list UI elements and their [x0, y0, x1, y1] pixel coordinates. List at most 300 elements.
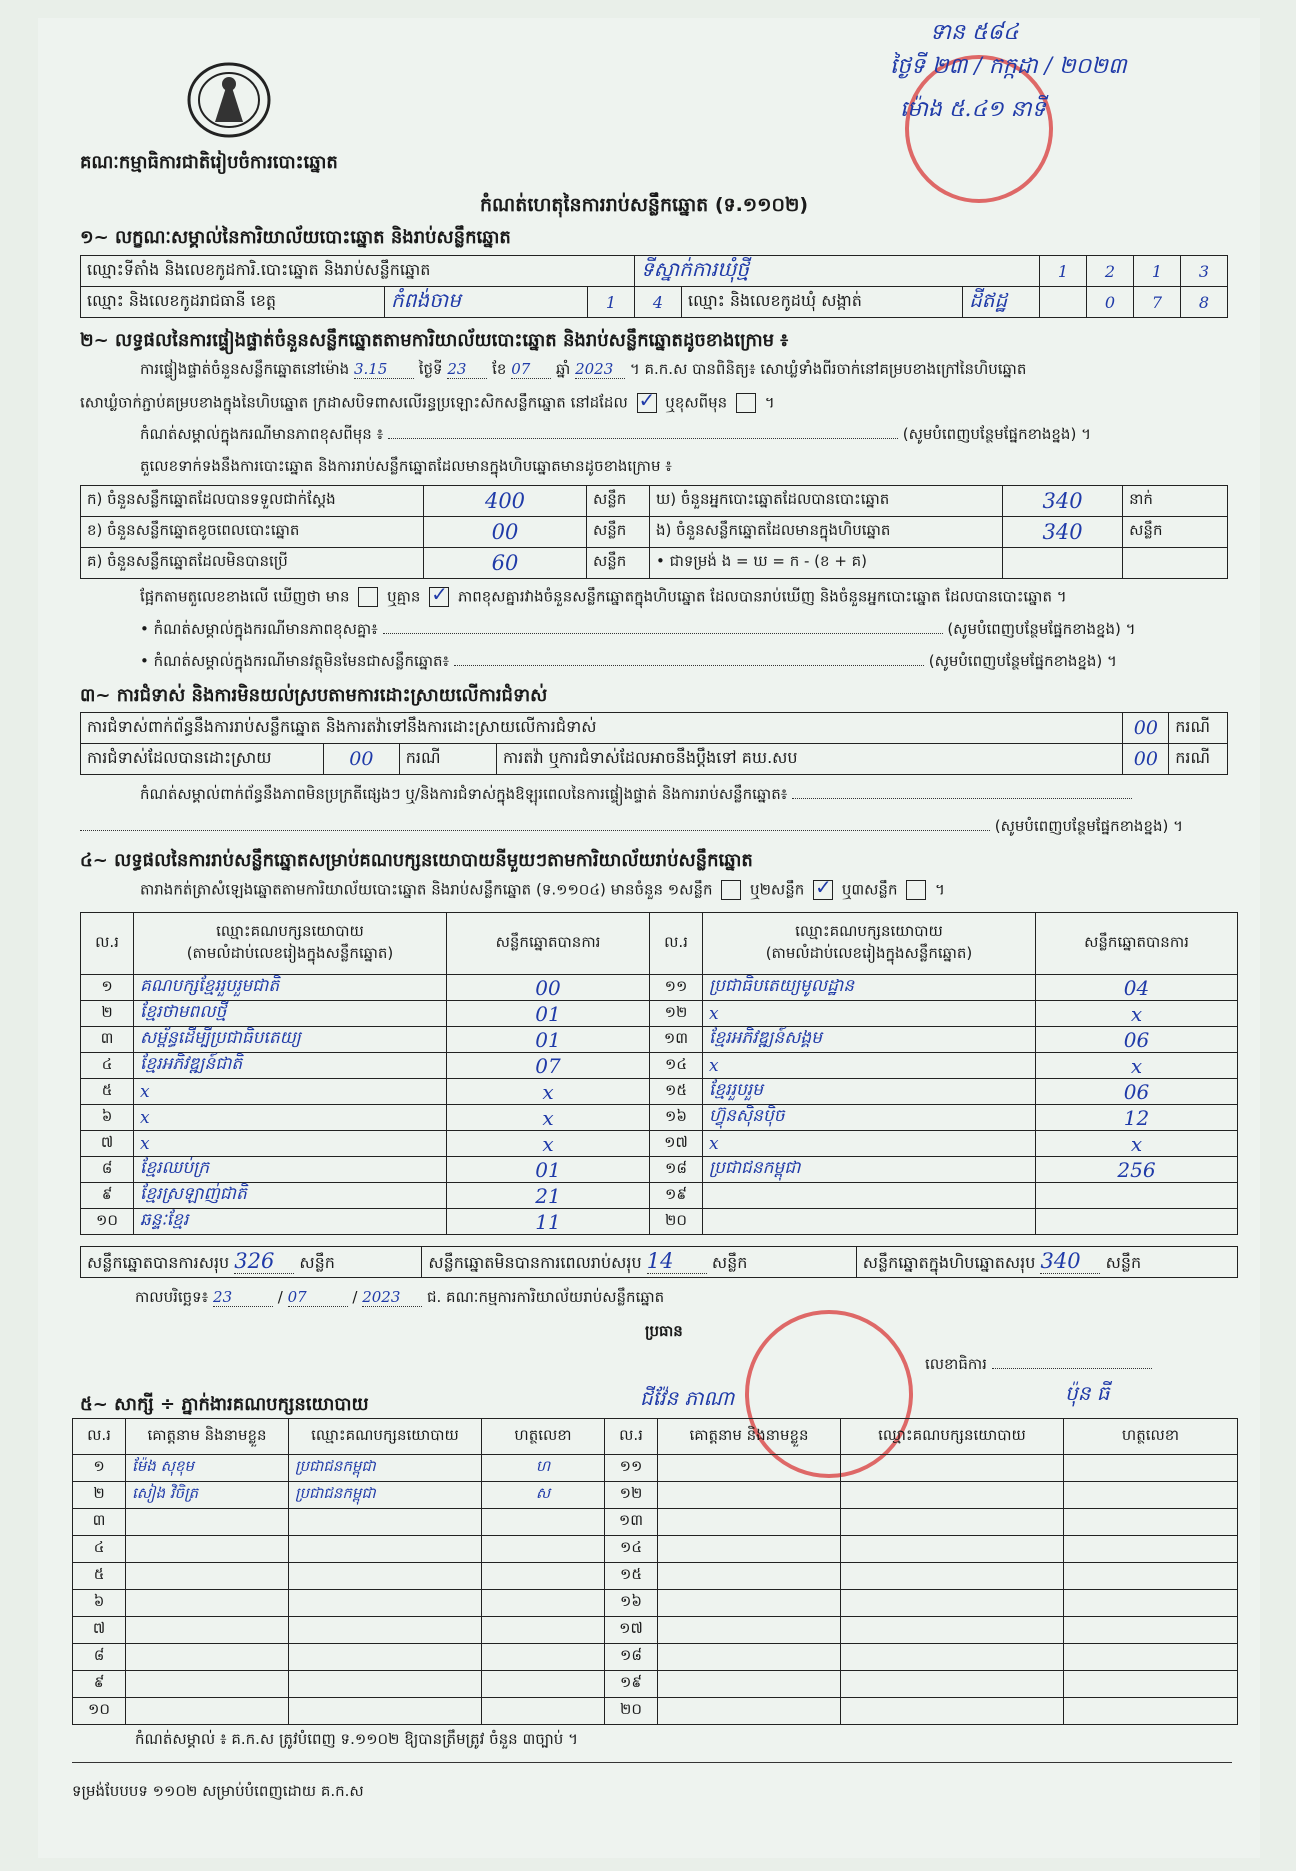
count-right-value: 340	[1003, 486, 1123, 517]
witness-signature	[482, 1671, 605, 1698]
witness-party: ប្រជាជនកម្ពុជា	[289, 1455, 482, 1482]
party-name	[703, 1209, 1036, 1235]
col-party-left-title: ឈ្មោះគណបក្សនយោបាយ	[216, 921, 364, 940]
date-label: កាលបរិច្ឆេទ៖	[135, 1288, 209, 1306]
diff-none-label: ឬគ្មាន	[387, 587, 421, 606]
section1-table	[80, 255, 1228, 318]
total-valid-unit: សន្លឹក	[299, 1252, 335, 1272]
verify-time-value: 3.15	[354, 360, 414, 379]
party-votes: 01	[447, 1001, 650, 1027]
table-row	[81, 1105, 1238, 1131]
col-party-right-sub: (តាមលំដាប់លេខរៀងក្នុងសន្លឹកឆ្នោត)	[765, 943, 973, 962]
witness-party	[841, 1590, 1064, 1617]
objection-label: ការជំទាស់ពាក់ព័ន្ធនឹងការរាប់សន្លឹកឆ្នោត និងការតវ៉ាទៅនឹងការដោះស្រាយលើការជំទាស់	[81, 713, 1123, 744]
witness-name	[658, 1482, 841, 1509]
committee-sign-label: ជ. គណៈកម្មការការិយាល័យរាប់សន្លឹកឆ្នោត	[427, 1288, 665, 1306]
w-col-sign-left: ហត្ថលេខា	[482, 1419, 605, 1455]
section1-heading: ១~ លក្ខណៈសម្គាល់នៃការិយាល័យបោះឆ្នោត និងរាប់សន្លឹកឆ្នោត	[80, 227, 511, 248]
witness-name: សៀង វិចិត្រ	[126, 1482, 289, 1509]
same-checkbox[interactable]	[637, 393, 657, 413]
witness-name	[126, 1698, 289, 1725]
party-no: ៩	[81, 1183, 134, 1209]
secretary-sign-field[interactable]	[992, 1368, 1152, 1369]
witness-no: ២	[73, 1482, 126, 1509]
party-no: ១៨	[650, 1157, 703, 1183]
witness-name	[658, 1671, 841, 1698]
party-name: ឆន្ទៈខ្មែរ	[134, 1209, 447, 1235]
witness-name	[126, 1563, 289, 1590]
party-no: ១	[81, 975, 134, 1001]
witness-no: ៨	[73, 1644, 126, 1671]
witness-signature	[482, 1698, 605, 1725]
w-col-no-left: ល.រ	[73, 1419, 126, 1455]
total-valid-cell	[81, 1247, 422, 1278]
witness-party	[289, 1590, 482, 1617]
witness-name: ម៉ែង សុខុម	[126, 1455, 289, 1482]
total-box-unit: សន្លឹក	[1105, 1252, 1142, 1272]
witness-party	[289, 1671, 482, 1698]
stamp-note-1: ទាន ៥៨៤	[930, 20, 1019, 45]
party-votes: 01	[447, 1027, 650, 1053]
date-year: 2023	[362, 1288, 422, 1307]
commune-code-2: 0	[1087, 287, 1134, 318]
total-valid-label: សន្លឹកឆ្នោតបានការសរុប	[87, 1252, 230, 1272]
witness-no: ៥	[73, 1563, 126, 1590]
witness-signature	[482, 1644, 605, 1671]
witness-no: ១៥	[605, 1563, 658, 1590]
section2-heading: ២~ លទ្ធផលនៃការផ្ទៀងផ្ទាត់ចំនួនសន្លឹកឆ្នោតតាមការិយាល័យបោះឆ្នោត និងរាប់សន្លឹកឆ្នោតដូចខាងក្រោម ៖	[80, 330, 789, 351]
total-invalid-value: 14	[647, 1249, 707, 1274]
party-votes: 21	[447, 1183, 650, 1209]
party-votes: x	[1036, 1053, 1238, 1079]
resolved-value: 00	[324, 744, 400, 775]
table-row	[73, 1509, 1238, 1536]
witness-party	[289, 1563, 482, 1590]
table-row	[73, 1698, 1238, 1725]
table-row	[73, 1590, 1238, 1617]
note-diff-field[interactable]	[383, 633, 943, 634]
witness-party	[289, 1644, 482, 1671]
witness-signature: ស	[482, 1482, 605, 1509]
party-no: ២០	[650, 1209, 703, 1235]
section3-heading: ៣~ ការជំទាស់ និងការមិនយល់ស្របតាមការដោះស្រាយលើការជំទាស់	[80, 685, 548, 706]
party-name: x	[703, 1001, 1036, 1027]
footer-form: ទម្រង់បែបបទ ១១០២ សម្រាប់បំពេញដោយ គ.ក.ស	[72, 1782, 364, 1800]
party-name: ខ្មែរឈប់ក្រ	[134, 1157, 447, 1183]
commune-code-3: 7	[1134, 287, 1181, 318]
witness-no: ១៨	[605, 1644, 658, 1671]
col-party-right-title: ឈ្មោះគណបក្សនយោបាយ	[795, 921, 943, 940]
section2-count-table	[80, 485, 1228, 579]
difference-note-label: កំណត់សម្គាល់ក្នុងករណីមានភាពខុសពីមុន ៖	[140, 425, 384, 443]
secretary-line	[925, 1355, 1152, 1377]
verify-year-label: ឆ្នាំ	[555, 360, 571, 378]
witness-no: ១៣	[605, 1509, 658, 1536]
irregularity-note-field-2[interactable]	[80, 830, 990, 831]
count-left-value: 60	[424, 548, 587, 579]
witness-no: ១៧	[605, 1617, 658, 1644]
witness-signature	[1064, 1482, 1238, 1509]
resolved-label: ការជំទាស់ដែលបានដោះស្រាយ	[81, 744, 324, 775]
witness-no: ៣	[73, 1509, 126, 1536]
polling-code-3: 1	[1134, 256, 1181, 287]
total-invalid-label: សន្លឹកឆ្នោតមិនបានការពេលរាប់សរុប	[428, 1252, 642, 1272]
w-col-sign-right: ហត្ថលេខា	[1064, 1419, 1238, 1455]
objection-unit: ករណី	[1169, 713, 1228, 744]
polling-code-1: 1	[1040, 256, 1087, 287]
count-left-label: ក) ចំនួនសន្លឹកឆ្នោតដែលបានទទួលជាក់ស្តែង	[81, 486, 424, 517]
witness-no: ៩	[73, 1671, 126, 1698]
col-votes-right: សន្លឹកឆ្នោតបានការ	[1036, 913, 1238, 975]
count-right-value	[1003, 548, 1123, 579]
witness-party	[841, 1482, 1064, 1509]
section2-line1	[140, 360, 1230, 382]
commune-label: ឈ្មោះ និងលេខកូដឃុំ សង្កាត់	[682, 287, 963, 318]
note-other-fill: (សូមបំពេញបន្ថែមផ្នែកខាងខ្នង) ។	[928, 652, 1117, 670]
party-name: ខ្មែរស្រឡាញ់ជាតិ	[134, 1183, 447, 1209]
diff-text: ភាពខុសគ្នារវាងចំនួនសន្លឹកឆ្នោតក្នុងហិបឆ្នោត ដែលបានរាប់ឃើញ និងចំនួនអ្នកបោះឆ្នោត ដែលបានបោះឆ្នោត ។	[457, 587, 1067, 606]
witness-signature	[482, 1617, 605, 1644]
witness-signature	[1064, 1509, 1238, 1536]
party-no: ៣	[81, 1027, 134, 1053]
section4-subline: តារាងកត់ត្រាសំឡេងឆ្នោតតាមការិយាល័យបោះឆ្នោត និងរាប់សន្លឹកឆ្នោត (ទ.១១០៤) មានចំនួន ១សន្លឹក ឬ២សន្លឹក ✓ ឬ៣សន្លឹក ។	[140, 880, 945, 903]
polling-code-4: 3	[1181, 256, 1228, 287]
table-row	[73, 1482, 1238, 1509]
party-no: ១៩	[650, 1183, 703, 1209]
section2-line2: សោឃ្លំចាក់ភ្ជាប់គម្របខាងក្នុងនៃហិបឆ្នោត ក្រដាសបិទពាសលើរន្ធប្រឡោះសិកសន្លឹកឆ្នោត នៅដដែល ✓ ឬខុសពីមុន ។	[80, 393, 775, 416]
appeal-label: ការតវ៉ា ឬការជំទាស់ដែលអាចនឹងប្តឹងទៅ គឃ.សប	[497, 744, 1123, 775]
count-left-label: គ) ចំនួនសន្លឹកឆ្នោតដែលមិនបានប្រើ	[81, 548, 424, 579]
table-row	[73, 1671, 1238, 1698]
witness-party	[841, 1644, 1064, 1671]
appeal-unit: ករណី	[1169, 744, 1228, 775]
one-sheet-checkbox[interactable]	[721, 880, 741, 900]
witness-name	[658, 1590, 841, 1617]
witness-table	[72, 1418, 1238, 1725]
count-left-label: ខ) ចំនួនសន្លឹកឆ្នោតខូចពេលបោះឆ្នោត	[81, 517, 424, 548]
witness-no: ១៤	[605, 1536, 658, 1563]
count-row	[81, 548, 1228, 579]
diff-has-label: ផ្អែកតាមតួលេខខាងលើ ឃើញថា មាន	[140, 587, 350, 606]
table-row	[81, 1053, 1238, 1079]
witness-signature	[482, 1509, 605, 1536]
table-row	[73, 1617, 1238, 1644]
table-row	[73, 1644, 1238, 1671]
note-diff-label: • កំណត់សម្គាល់ក្នុងករណីមានភាពខុសគ្នា៖	[140, 620, 378, 638]
date-line: កាលបរិច្ឆេទ៖ 23 / 07 / 2023 ជ. គណៈកម្មការការិយាល័យរាប់សន្លឹកឆ្នោត	[135, 1288, 665, 1306]
w-col-name-left: គោត្តនាម និងនាមខ្លួន	[126, 1419, 289, 1455]
footer-rule	[72, 1762, 1232, 1763]
party-votes: x	[447, 1079, 650, 1105]
section2-note-diff	[140, 620, 1136, 642]
total-invalid-unit: សន្លឹក	[711, 1252, 748, 1272]
witness-signature	[1064, 1590, 1238, 1617]
party-no: ៥	[81, 1079, 134, 1105]
witness-name	[126, 1590, 289, 1617]
table-row	[81, 1157, 1238, 1183]
witness-no: ៧	[73, 1617, 126, 1644]
count-row	[81, 517, 1228, 548]
verify-year-value: 2023	[575, 360, 625, 379]
table-row	[73, 1563, 1238, 1590]
w-col-party-left: ឈ្មោះគណបក្សនយោបាយ	[289, 1419, 482, 1455]
three-sheet-checkbox[interactable]	[906, 880, 926, 900]
verify-time-label: ការផ្ទៀងផ្ទាត់ចំនួនសន្លឹកឆ្នោតនៅម៉ោង	[140, 360, 350, 378]
witness-signature	[1064, 1536, 1238, 1563]
count-right-unit: សន្លឹក	[1123, 517, 1228, 548]
witness-name	[126, 1671, 289, 1698]
party-votes: x	[1036, 1131, 1238, 1157]
resolved-unit: ករណី	[399, 744, 496, 775]
witness-signature	[482, 1563, 605, 1590]
table-row	[81, 1183, 1238, 1209]
table-row	[81, 1209, 1238, 1235]
party-votes: x	[447, 1105, 650, 1131]
party-name: ខ្មែរអភិវឌ្ឍន៍ជាតិ	[134, 1053, 447, 1079]
section3-fill-note: (សូមបំពេញបន្ថែមផ្នែកខាងខ្នង) ។	[994, 817, 1184, 835]
objection-value: 00	[1123, 713, 1169, 744]
party-name: គណបក្សខ្មែររួបរួមជាតិ	[134, 975, 447, 1001]
party-no: ១៥	[650, 1079, 703, 1105]
section2-note-other	[140, 652, 1117, 674]
chair-label: ប្រធាន	[645, 1322, 683, 1340]
party-no: ១៧	[650, 1131, 703, 1157]
witness-no: ៤	[73, 1536, 126, 1563]
province-code-2: 4	[635, 287, 682, 318]
party-votes: 06	[1036, 1079, 1238, 1105]
party-name: ខ្មែរអភិវឌ្ឍន៍សង្គម	[703, 1027, 1036, 1053]
witness-signature	[1064, 1563, 1238, 1590]
form-title: កំណត់ហេតុនៃការរាប់សន្លឹកឆ្នោត (ទ.១១០២)	[480, 194, 809, 216]
section2-line5	[140, 587, 1235, 610]
changed-label: ឬខុសពីមុន	[665, 393, 728, 412]
witness-no: ២០	[605, 1698, 658, 1725]
province-label: ឈ្មោះ និងលេខកូដរាជធានី ខេត្ត	[81, 287, 385, 318]
two-sheet-label: ឬ២សន្លឹក	[750, 880, 805, 899]
polling-code-2: 2	[1087, 256, 1134, 287]
party-no: ៧	[81, 1131, 134, 1157]
witness-signature	[1064, 1644, 1238, 1671]
witness-party	[841, 1617, 1064, 1644]
w-col-no-right: ល.រ	[605, 1419, 658, 1455]
witness-party	[289, 1509, 482, 1536]
note-diff-fill: (សូមបំពេញបន្ថែមផ្នែកខាងខ្នង) ។	[947, 620, 1136, 638]
party-name: ប្រជាជនកម្ពុជា	[703, 1157, 1036, 1183]
party-no: ៦	[81, 1105, 134, 1131]
witness-name	[658, 1644, 841, 1671]
witness-party: ប្រជាជនកម្ពុជា	[289, 1482, 482, 1509]
stamp-note-2: ថ្ងៃទី ២៣ / កក្កដា / ២០២៣	[890, 54, 1127, 79]
witness-name	[658, 1617, 841, 1644]
witness-name	[658, 1509, 841, 1536]
party-no: ៤	[81, 1053, 134, 1079]
table-row	[81, 1131, 1238, 1157]
witness-no: ១២	[605, 1482, 658, 1509]
table-row	[73, 1455, 1238, 1482]
witness-name	[126, 1617, 289, 1644]
verify-day-label: ថ្ងៃទី	[418, 360, 443, 378]
col-no-left: ល.រ	[81, 913, 134, 975]
witness-signature	[482, 1590, 605, 1617]
party-name: ប្រជាធិបតេយ្យមូលដ្ឋាន	[703, 975, 1036, 1001]
witness-name	[658, 1455, 841, 1482]
party-name: សម្ព័ន្ធដើម្បីប្រជាធិបតេយ្យ	[134, 1027, 447, 1053]
section2-line4: តួលេខទាក់ទងនឹងការបោះឆ្នោត និងការរាប់សន្លឹកឆ្នោតដែលមានក្នុងហិបឆ្នោតមានដូចខាងក្រោម ៖	[140, 457, 672, 475]
party-name: x	[703, 1131, 1036, 1157]
table-row	[81, 1079, 1238, 1105]
witness-name	[658, 1563, 841, 1590]
section3-table	[80, 712, 1228, 775]
party-votes	[1036, 1183, 1238, 1209]
irregularity-note-field[interactable]	[792, 798, 1132, 799]
has-diff-checkbox[interactable]	[358, 587, 378, 607]
count-right-label: ឃ) ចំនួនអ្នកបោះឆ្នោតដែលបានបោះឆ្នោត	[650, 486, 1003, 517]
section4-heading: ៤~ លទ្ធផលនៃការរាប់សន្លឹកឆ្នោតសម្រាប់គណបក្សនយោបាយនីមួយៗតាមការិយាល័យរាប់សន្លឹកឆ្នោត	[80, 850, 753, 871]
party-votes: 01	[447, 1157, 650, 1183]
witness-party	[841, 1698, 1064, 1725]
party-no: ១០	[81, 1209, 134, 1235]
party-votes: 04	[1036, 975, 1238, 1001]
party-votes: 07	[447, 1053, 650, 1079]
party-no: ១៦	[650, 1105, 703, 1131]
party-no: ១៣	[650, 1027, 703, 1053]
note-other-field[interactable]	[454, 665, 924, 666]
party-votes: 11	[447, 1209, 650, 1235]
province-value: កំពង់ចាម	[385, 287, 588, 318]
party-no: ១២	[650, 1001, 703, 1027]
party-votes: x	[1036, 1001, 1238, 1027]
section5-heading: ៥~ សាក្សី ÷ ភ្នាក់ងារគណបក្សនយោបាយ	[80, 1394, 369, 1415]
nec-logo	[185, 60, 273, 140]
witness-no: ១១	[605, 1455, 658, 1482]
secretary-name: ប៉ុន ធី	[1065, 1381, 1110, 1405]
stamp-note-3: ម៉ោង ៥.៤១ នាទី	[900, 97, 1046, 122]
changed-checkbox[interactable]	[736, 393, 756, 413]
witness-no: ១	[73, 1455, 126, 1482]
total-invalid-cell	[422, 1247, 856, 1278]
table-row	[81, 1001, 1238, 1027]
witness-name	[658, 1536, 841, 1563]
no-diff-checkbox[interactable]	[429, 587, 449, 607]
party-no: ២	[81, 1001, 134, 1027]
count-right-label: • ជាទម្រង់ ង = ឃ = ក - (ខ + គ)	[650, 548, 1003, 579]
province-code-1: 1	[588, 287, 635, 318]
verify-day-value: 23	[447, 360, 487, 379]
witness-party	[289, 1617, 482, 1644]
party-votes	[1036, 1209, 1238, 1235]
party-votes: 256	[1036, 1157, 1238, 1183]
commune-code-4: 8	[1181, 287, 1228, 318]
count-right-label: ង) ចំនួនសន្លឹកឆ្នោតដែលមានក្នុងហិបឆ្នោត	[650, 517, 1003, 548]
witness-party	[841, 1563, 1064, 1590]
witness-party	[841, 1671, 1064, 1698]
table-row	[73, 1536, 1238, 1563]
party-name: ហ៊្វុនស៊ិនប៉ិច	[703, 1105, 1036, 1131]
difference-note-field[interactable]	[388, 438, 898, 439]
count-right-value: 340	[1003, 517, 1123, 548]
count-left-value: 400	[424, 486, 587, 517]
witness-party	[841, 1455, 1064, 1482]
party-no: ៨	[81, 1157, 134, 1183]
section3-note-line2	[80, 817, 1183, 839]
verify-month-label: ខែ	[492, 360, 507, 378]
witness-signature: ហ	[482, 1455, 605, 1482]
count-left-value: 00	[424, 517, 587, 548]
totals-table	[80, 1246, 1238, 1278]
party-name: x	[134, 1131, 447, 1157]
witness-signature	[1064, 1455, 1238, 1482]
table-row	[81, 1027, 1238, 1053]
party-votes: 06	[1036, 1027, 1238, 1053]
total-box-cell	[856, 1247, 1237, 1278]
witness-name	[658, 1698, 841, 1725]
three-sheet-label: ឬ៣សន្លឹក	[841, 880, 898, 899]
total-box-label: សន្លឹកឆ្នោតក្នុងហិបឆ្នោតសរុប	[862, 1252, 1036, 1272]
w-col-name-right: គោត្តនាម និងនាមខ្លួន	[658, 1419, 841, 1455]
party-name: x	[703, 1053, 1036, 1079]
secretary-label: លេខាធិការ	[925, 1355, 987, 1373]
count-left-unit: សន្លឹក	[587, 486, 650, 517]
party-no: ១១	[650, 975, 703, 1001]
date-month: 07	[288, 1288, 348, 1307]
count-right-unit	[1123, 548, 1228, 579]
col-votes-left: សន្លឹកឆ្នោតបានការ	[447, 913, 650, 975]
w-col-party-right: ឈ្មោះគណបក្សនយោបាយ	[841, 1419, 1064, 1455]
total-valid-value: 326	[234, 1249, 294, 1274]
table-row	[81, 975, 1238, 1001]
verify-month-value: 07	[511, 360, 551, 379]
witness-no: ១៩	[605, 1671, 658, 1698]
count-right-unit: នាក់	[1123, 486, 1228, 517]
commune-code-1	[1040, 287, 1087, 318]
seal-status-text: សោឃ្លំចាក់ភ្ជាប់គម្របខាងក្នុងនៃហិបឆ្នោត ក្រដាសបិទពាសលើរន្ធប្រឡោះសិកសន្លឹកឆ្នោត នៅដដែល	[80, 393, 628, 412]
col-party-left	[134, 913, 447, 975]
col-no-right: ល.រ	[650, 913, 703, 975]
witness-name	[126, 1536, 289, 1563]
chair-name: ជីវ៉ែន ភាណា	[640, 1386, 735, 1410]
witness-name	[126, 1509, 289, 1536]
witness-party	[289, 1536, 482, 1563]
party-votes: 00	[447, 975, 650, 1001]
party-votes: 12	[1036, 1105, 1238, 1131]
polling-name-label: ឈ្មោះទីតាំង និងលេខកូដការិ.បោះឆ្នោត និងរាប់សន្លឹកឆ្នោត	[81, 256, 635, 287]
col-party-right	[703, 913, 1036, 975]
two-sheet-checkbox[interactable]	[813, 880, 833, 900]
section3-note	[140, 785, 1230, 807]
witness-no: ៦	[73, 1590, 126, 1617]
footer-note: កំណត់សម្គាល់ ៖ គ.ក.ស ត្រូវបំពេញ ទ.១១០២ ឱ្យបានត្រឹមត្រូវ ចំនួន ៣ច្បាប់ ។	[135, 1730, 578, 1748]
count-row	[81, 486, 1228, 517]
section2-line3	[140, 425, 1230, 447]
irregularity-note-label: កំណត់សម្គាល់ពាក់ព័ន្ធនឹងភាពមិនប្រក្រតីផ្សេងៗ ឬ/និងការជំទាស់ក្នុងឱឡុរពេលនៃការផ្ទៀងផ្ទាត់ និងការរាប់សន្លឹកឆ្នោត៖	[140, 785, 788, 803]
witness-signature	[1064, 1617, 1238, 1644]
witness-signature	[1064, 1671, 1238, 1698]
note-other-label: • កំណត់សម្គាល់ក្នុងករណីមានវត្ថុមិនមែនជាសន្លឹកឆ្នោត៖	[140, 652, 450, 670]
appeal-value: 00	[1123, 744, 1169, 775]
total-box-value: 340	[1040, 1249, 1100, 1274]
tally-sheet-count-label: តារាងកត់ត្រាសំឡេងឆ្នោតតាមការិយាល័យបោះឆ្នោត និងរាប់សន្លឹកឆ្នោត (ទ.១១០៤) មានចំនួន ១សន្លឹក	[140, 880, 713, 899]
witness-no: ១៦	[605, 1590, 658, 1617]
witness-name	[126, 1644, 289, 1671]
witness-no: ១០	[73, 1698, 126, 1725]
commune-value: ដីឥដ្ឋ	[963, 287, 1040, 318]
party-name: x	[134, 1105, 447, 1131]
party-name: ខ្មែររួបរួម	[703, 1079, 1036, 1105]
witness-party	[289, 1698, 482, 1725]
verify-line1-end: ។ គ.ក.ស បានពិនិត្យ៖ សោឃ្លំទាំងពីរចាក់នៅគម្របខាងក្រៅនៃហិបឆ្នោត	[629, 360, 1027, 378]
party-no: ១៤	[650, 1053, 703, 1079]
polling-name-value: ទីស្នាក់ការឃុំថ្មី	[635, 256, 1040, 287]
